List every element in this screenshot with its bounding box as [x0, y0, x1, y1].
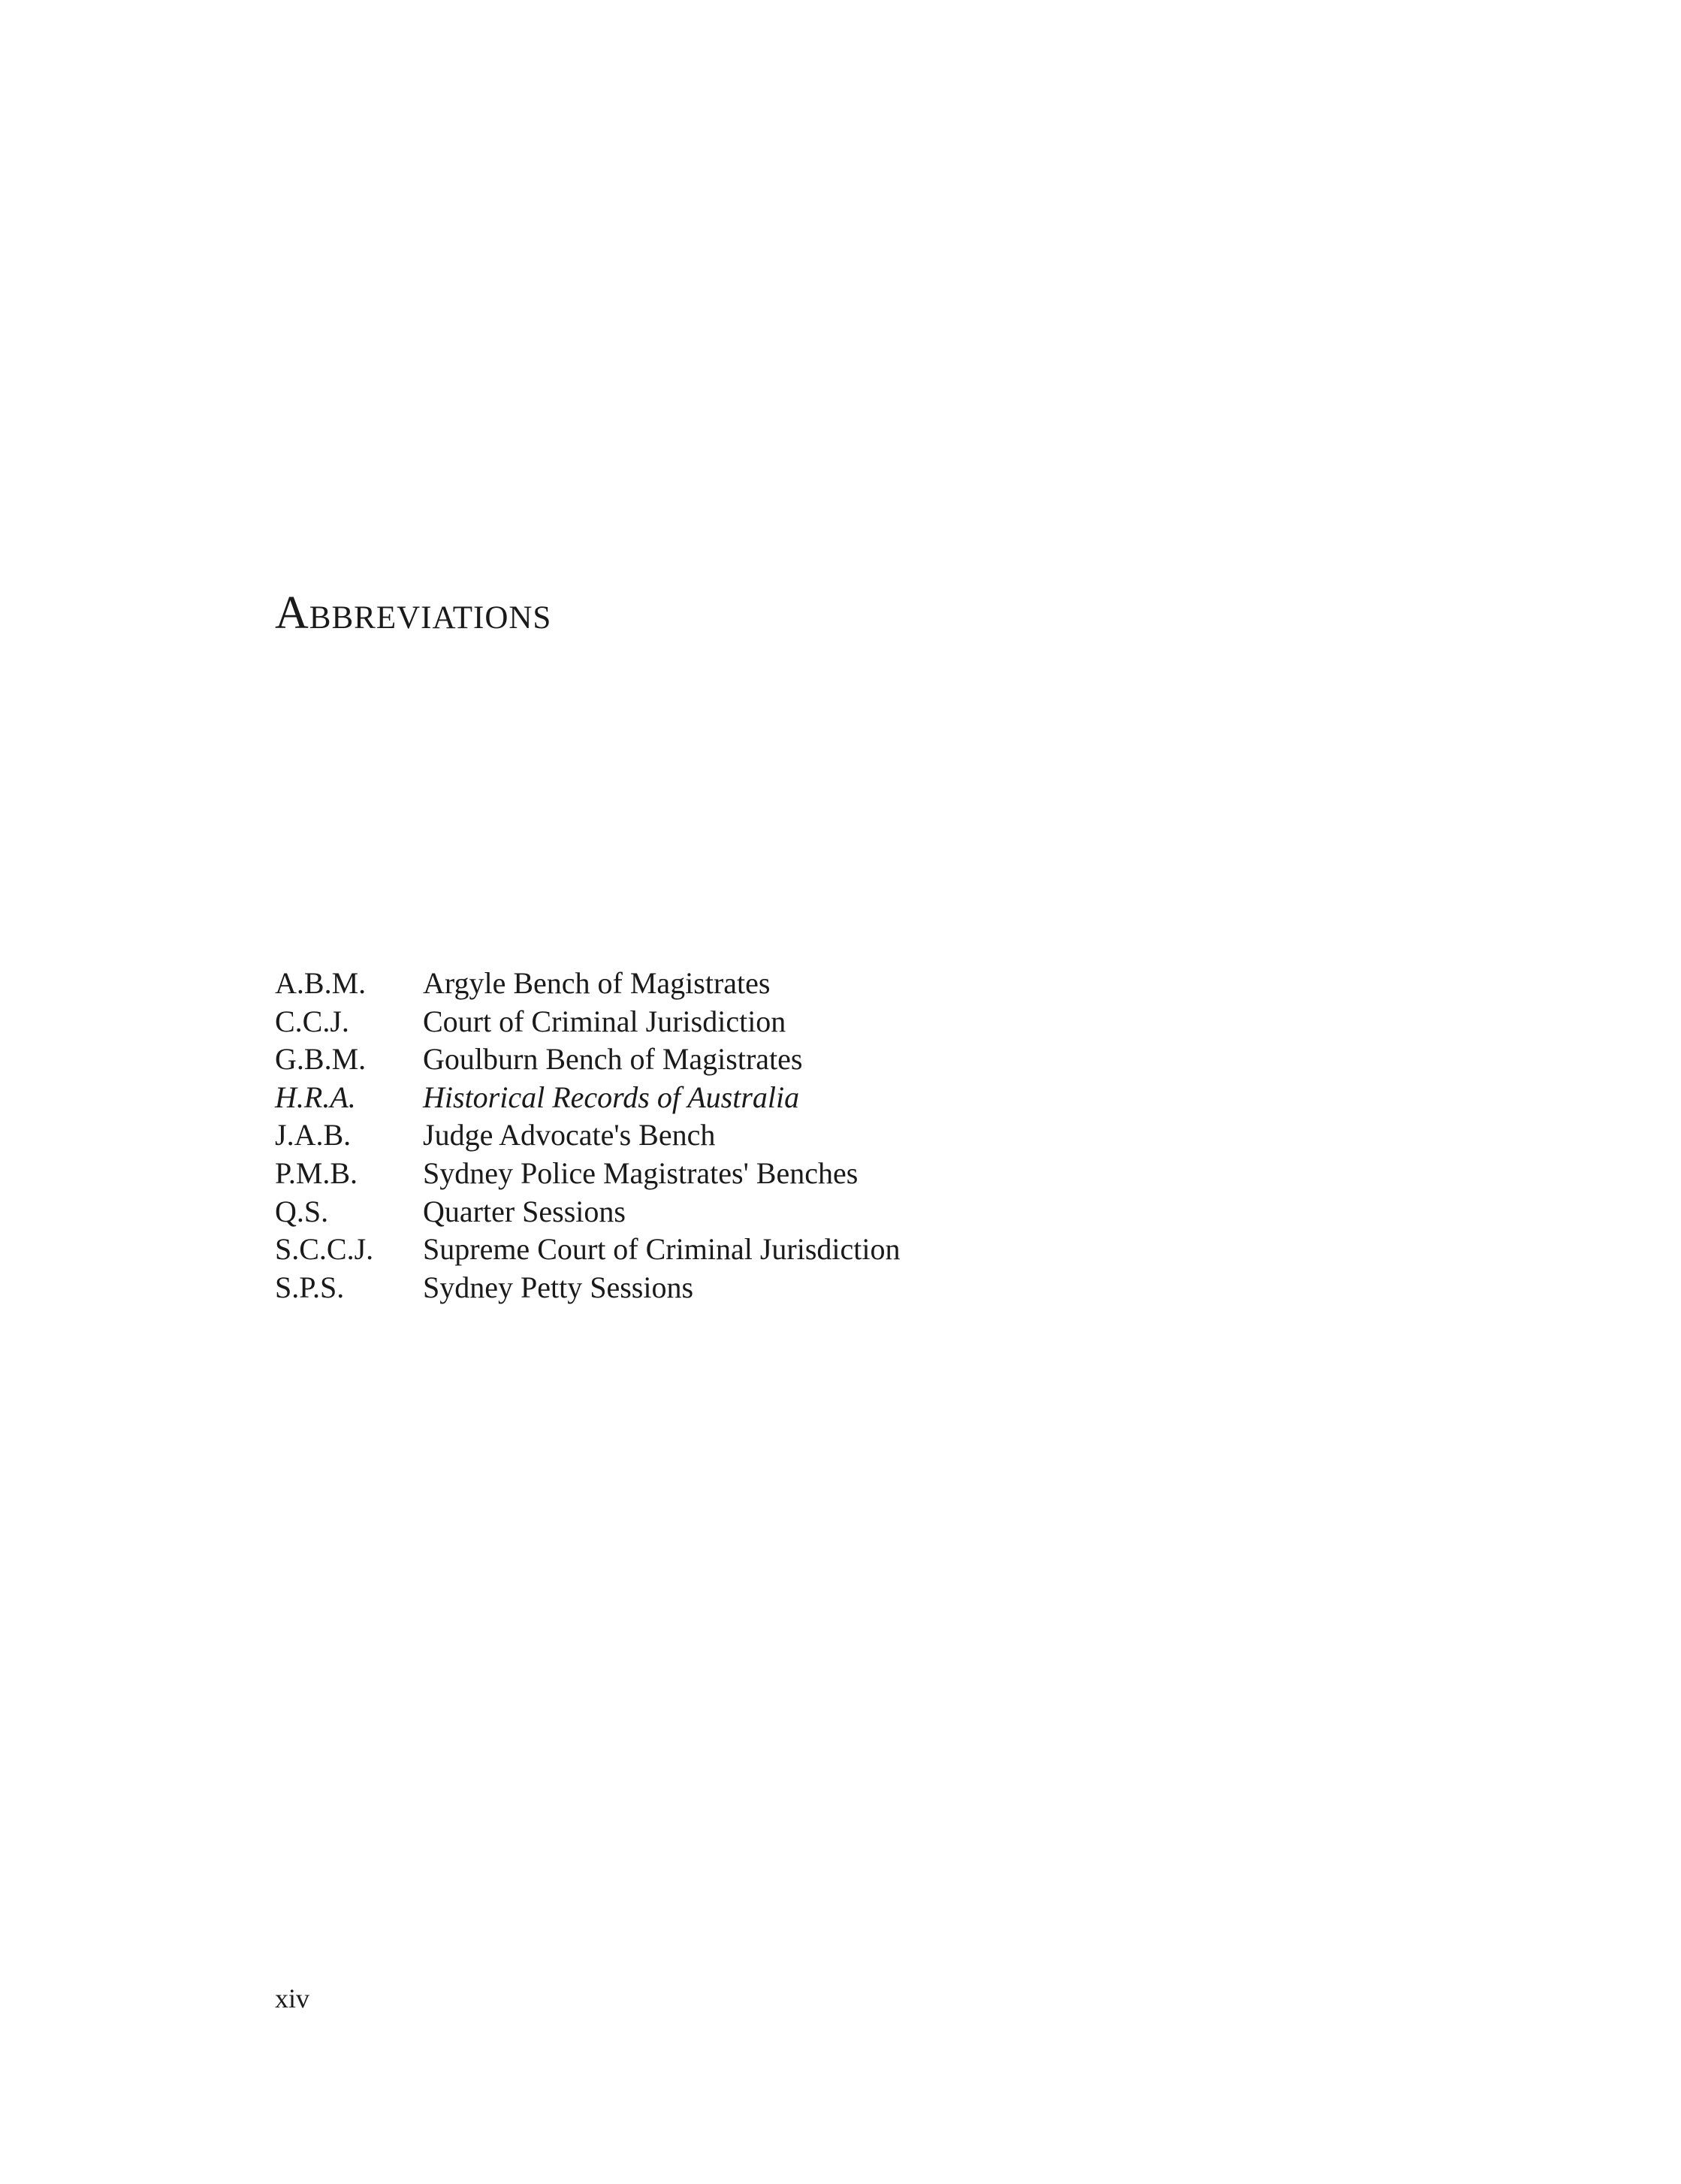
abbreviation-definition: Sydney Police Magistrates' Benches: [423, 1155, 859, 1190]
abbreviation-definition: Court of Criminal Jurisdiction: [423, 1004, 786, 1038]
abbreviation-row: [275, 1155, 1251, 1193]
abbreviation-term: H.R.A.: [275, 1080, 356, 1114]
abbreviation-row: [275, 1193, 1251, 1231]
page-title: Abbreviations: [275, 588, 552, 639]
abbreviation-definition: Quarter Sessions: [423, 1194, 626, 1228]
abbreviation-row: [275, 1041, 1251, 1079]
abbreviation-definition: Argyle Bench of Magistrates: [423, 966, 771, 1000]
abbreviation-term: J.A.B.: [275, 1118, 352, 1152]
abbreviation-row: [275, 1079, 1251, 1117]
page-number: xiv: [275, 1983, 310, 2013]
abbreviation-list: [275, 965, 1251, 1306]
abbreviation-row: [275, 1003, 1251, 1041]
abbreviation-row: [275, 1231, 1251, 1269]
abbreviation-definition: Goulburn Bench of Magistrates: [423, 1042, 803, 1077]
abbreviation-definition: Historical Records of Australia: [423, 1080, 800, 1114]
abbreviation-term: Q.S.: [275, 1194, 329, 1228]
abbreviation-definition: Judge Advocate's Bench: [423, 1118, 716, 1152]
abbreviation-row: [275, 1269, 1251, 1307]
abbreviation-term: C.C.J.: [275, 1004, 349, 1038]
abbreviation-row: [275, 1116, 1251, 1155]
abbreviation-definition: Supreme Court of Criminal Jurisdiction: [423, 1232, 901, 1267]
abbreviation-term: P.M.B.: [275, 1155, 358, 1190]
abbreviation-row: [275, 965, 1251, 1003]
abbreviation-term: S.C.C.J.: [275, 1232, 374, 1267]
abbreviation-definition: Sydney Petty Sessions: [423, 1270, 694, 1304]
abbreviation-term: G.B.M.: [275, 1042, 367, 1077]
abbreviation-term: A.B.M.: [275, 966, 367, 1000]
abbreviation-term: S.P.S.: [275, 1270, 345, 1304]
